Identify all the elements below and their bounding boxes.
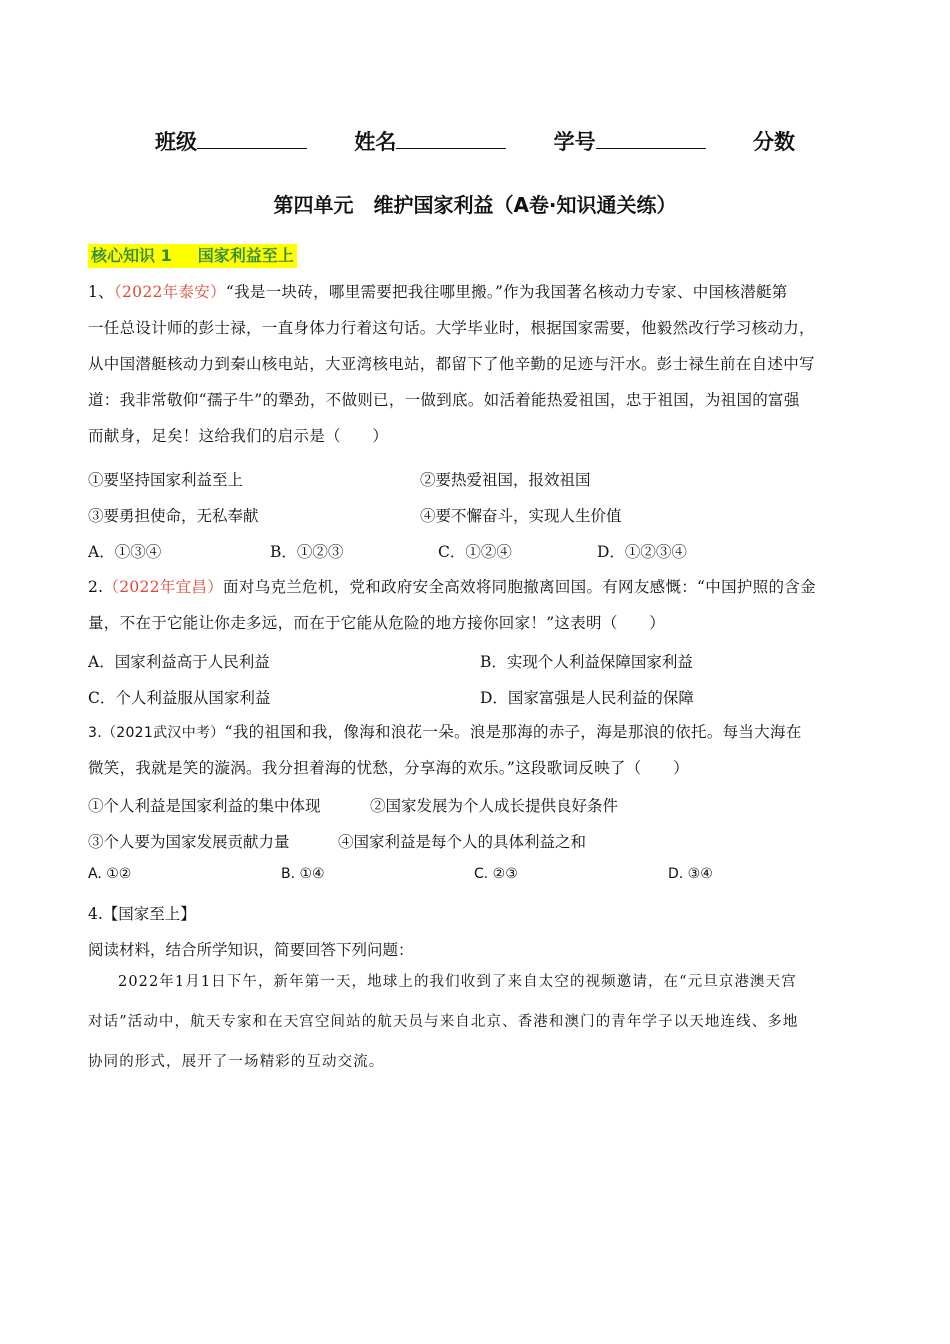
q3-option-c[interactable]: C. ②③ — [474, 866, 518, 882]
q4-material-line: 对话”活动中，航天专家和在天宫空间站的航天员与来自北京、香港和澳门的青年学子以天地连线、多地 — [88, 1014, 799, 1030]
q1-option-a[interactable]: A．①③④ — [88, 543, 162, 561]
q3-statement-2: ②国家发展为个人成长提供良好条件 — [370, 797, 619, 815]
q2-option-b[interactable]: B．实现个人利益保障国家利益 — [480, 653, 693, 671]
id-field — [554, 126, 706, 156]
section-tag — [88, 244, 297, 268]
name-field — [354, 126, 506, 156]
q2-number: 2. — [88, 578, 104, 596]
q1-source: （2022年泰安） — [113, 283, 226, 301]
q2-line-1 — [88, 569, 864, 605]
q4-instruction: 阅读材料，结合所学知识，简要回答下列问题： — [88, 941, 414, 959]
q3-statement-4: ④国家利益是每个人的具体利益之和 — [338, 833, 587, 851]
q1-text-line: 从中国潜艇核动力到秦山核电站，大亚湾核电站，都留下了他辛勤的足迹与汗水。彭士禄生前在自述中写 — [88, 355, 815, 373]
class-field — [155, 126, 307, 156]
q2-source: （2022年宜昌） — [103, 578, 224, 596]
q1-option-c[interactable]: C．①②④ — [438, 543, 512, 561]
score-label: 分数 — [752, 130, 795, 154]
question-1 — [88, 274, 864, 454]
class-blank[interactable] — [197, 130, 307, 149]
q2-option-d[interactable]: D．国家富强是人民利益的保障 — [480, 689, 694, 707]
q2-option-a[interactable]: A．国家利益高于人民利益 — [88, 653, 270, 671]
score-field — [753, 126, 795, 156]
q4-material-line: 2022年1月1日下午，新年第一天，地球上的我们收到了来自太空的视频邀请，在“元旦京港澳天宫 — [118, 974, 797, 990]
id-blank[interactable] — [596, 130, 706, 149]
q1-option-d[interactable]: D．①②③④ — [597, 543, 687, 561]
q1-option-b[interactable]: B．①②③ — [270, 543, 344, 561]
page-title: 第四单元 维护国家利益（A卷·知识通关练） — [273, 193, 677, 217]
name-blank[interactable] — [396, 130, 506, 149]
q4-material — [88, 962, 864, 1082]
q1-statement-1: ①要坚持国家利益至上 — [88, 471, 244, 489]
q3-source: （2021武汉中考） — [101, 725, 225, 741]
q1-statement-4: ④要不懈奋斗，实现人生价值 — [420, 507, 622, 525]
q1-text-line: 一任总设计师的彭士禄，一直身体力行着这句话。大学毕业时，根据国家需要，他毅然改行学习核动力， — [88, 319, 815, 337]
q1-text-line: 道：我非常敬仰“孺子牛”的犟劲，不做则已，一做到底。如活着能热爱祖国，忠于祖国，为祖国的富强 — [88, 391, 800, 409]
q1-number: 1、 — [88, 283, 114, 301]
q4-material-line: 协同的形式，展开了一场精彩的互动交流。 — [88, 1054, 385, 1070]
q3-option-b[interactable]: B. ①④ — [281, 866, 325, 882]
question-2 — [88, 569, 864, 641]
q3-statement-1: ①个人利益是国家利益的集中体现 — [88, 797, 321, 815]
q1-text-line: 而献身，足矣！这给我们的启示是（ ） — [88, 427, 389, 445]
q2-option-c[interactable]: C．个人利益服从国家利益 — [88, 689, 271, 707]
q3-text-line: 微笑，我就是笑的漩涡。我分担着海的忧愁，分享海的欢乐。”这段歌词反映了（ ） — [88, 759, 689, 777]
q4-heading: 4.【国家至上】 — [88, 905, 196, 923]
q3-text-line: “我的祖国和我，像海和浪花一朵。浪是那海的赤子，海是那浪的依托。每当大海在 — [224, 723, 802, 741]
q2-text-line: 量，不在于它能让你走多远，而在于它能从危险的地方接你回家！”这表明（ ） — [88, 614, 666, 632]
q1-statement-2: ②要热爱祖国，报效祖国 — [420, 471, 591, 489]
question-3 — [88, 714, 864, 786]
section-topic: 国家利益至上 — [197, 246, 294, 265]
student-info-line — [0, 126, 950, 156]
q3-line-1 — [88, 714, 864, 750]
q3-statement-3: ③个人要为国家发展贡献力量 — [88, 833, 290, 851]
name-label: 姓名 — [354, 130, 397, 154]
class-label: 班级 — [155, 130, 198, 154]
q3-option-d[interactable]: D. ③④ — [668, 866, 713, 882]
q2-text-line: 面对乌克兰危机，党和政府安全高效将同胞撤离回国。有网友感慨：“中国护照的含金 — [223, 578, 816, 596]
q1-line-1 — [88, 274, 864, 310]
q3-option-a[interactable]: A. ①② — [88, 866, 132, 882]
section-label: 核心知识 1 — [91, 246, 172, 265]
q1-statement-3: ③要勇担使命，无私奉献 — [88, 507, 259, 525]
q1-text-line: “我是一块砖，哪里需要把我往哪里搬。”作为我国著名核动力专家、中国核潜艇第 — [225, 283, 788, 301]
id-label: 学号 — [553, 130, 596, 154]
q3-number: 3. — [88, 725, 102, 741]
